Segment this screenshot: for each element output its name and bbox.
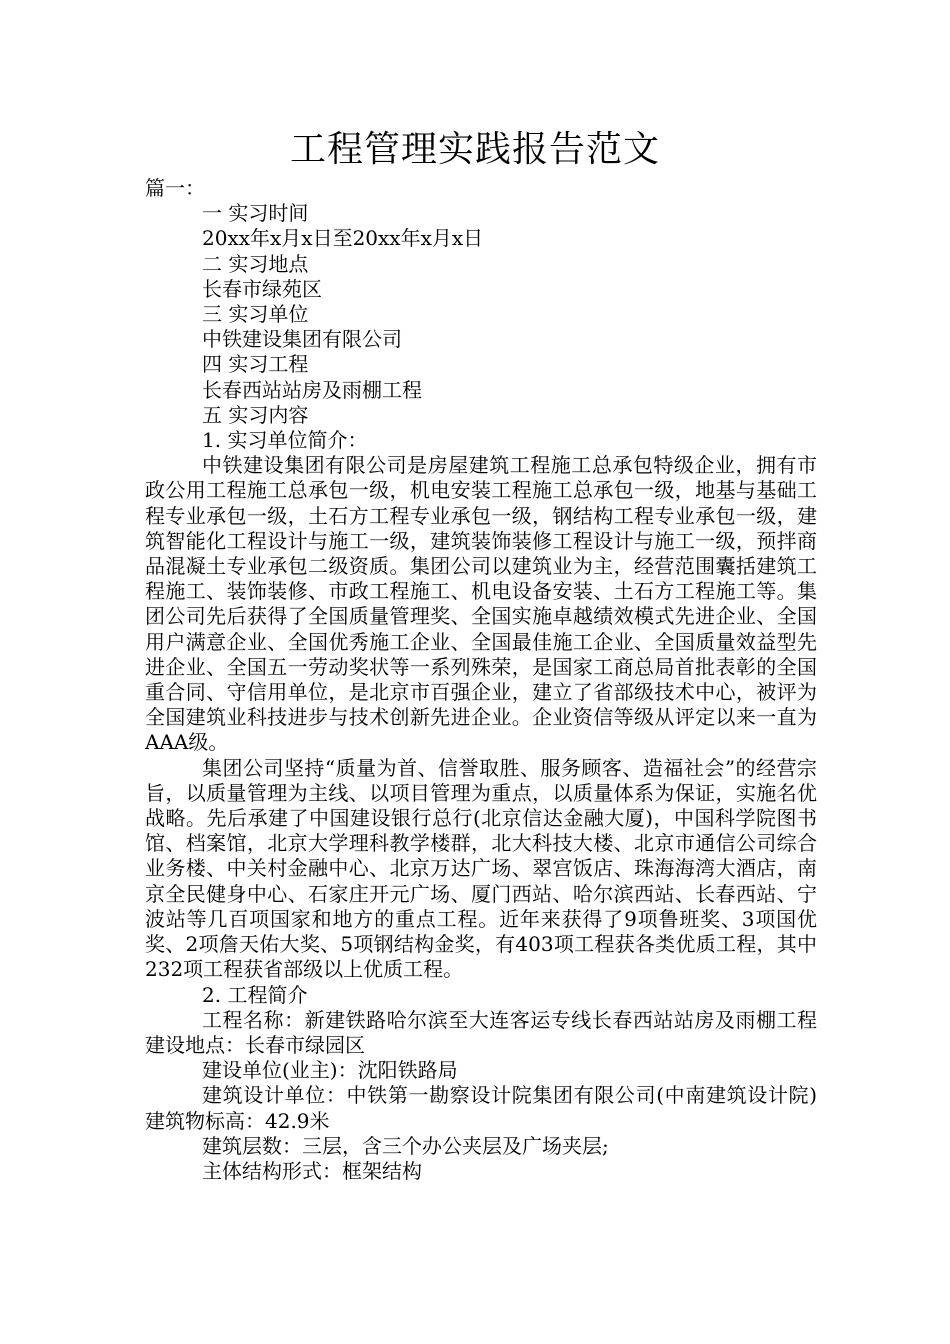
document-title: 工程管理实践报告范文: [289, 129, 660, 170]
paragraph-company-intro: 中铁建设集团有限公司是房屋建筑工程施工总承包特级企业，拥有市政公用工程施工总承包一级，机电安装工程施工总承包一级，地基与基础工程专业承包一级，土石方工程专业承包一级，钢结构工程专业承包一级，建筑智能化工程设计与施工一级，建筑装饰装修工程设计与施工一级，预拌商品混凝土专业承包二级资质。集团公司以建筑业为主，经营范围囊括建筑工程施工、装饰装修、市政工程施工、机电设备安装、土石方工程施工等。集团公司先后获得了全国质量管理奖、全国实施卓越绩效模式先进企业、全国用户满意企业、全国优秀施工企业、全国最佳施工企业、全国质量效益型先进企业、全国五一劳动奖状等一系列殊荣，是国家工商总局首批表彰的全国重合同、守信用单位，是北京市百强企业，建立了省部级技术中心，被评为全国建筑业科技进步与技术创新先进企业。企业资信等级从评定以来一直为AAA级。: [145, 453, 817, 755]
heading-internship-project: 四 实习工程: [202, 352, 309, 377]
internship-time-value: 20xx年x月x日至20xx年x月x日: [202, 226, 484, 251]
section-label: 篇一：: [145, 176, 205, 200]
internship-project-value: 长春西站站房及雨棚工程: [202, 377, 422, 402]
heading-internship-unit: 三 实习单位: [202, 302, 309, 327]
paragraph-design-unit: 建筑设计单位：中铁第一勘察设计院集团有限公司(中南建筑设计院) 建筑物标高：42.9米: [145, 1083, 817, 1133]
line-building-floors: 建筑层数：三层，含三个办公夹层及广场夹层;: [202, 1133, 609, 1158]
paragraph-company-projects: 集团公司坚持“质量为首、信誉取胜、服务顾客、造福社会”的经营宗旨，以质量管理为主线、以项目管理为重点，以质量体系为保证，实施名优战略。先后承建了中国建设银行总行(北京信达金融大厦)，中国科学院图书馆、档案馆，北京大学理科教学楼群，北大科技大楼、北京市通信公司综合业务楼、中关村金融中心、北京万达广场、翠宫饭店、珠海海湾大酒店，南京全民健身中心、石家庄开元广场、厦门西站、哈尔滨西站、长春西站、宁波站等几百项国家和地方的重点工程。近年来获得了9项鲁班奖、3项国优奖、2项詹天佑大奖、5项钢结构金奖，有403项工程获各类优质工程，其中232项工程获省部级以上优质工程。: [145, 755, 817, 982]
subheading-unit-intro: 1. 实习单位简介：: [202, 428, 368, 453]
internship-location-value: 长春市绿苑区: [202, 276, 322, 301]
heading-internship-location: 二 实习地点: [202, 251, 309, 276]
subheading-project-intro: 2. 工程简介: [202, 982, 308, 1007]
paragraph-project-name: 工程名称：新建铁路哈尔滨至大连客运专线长春西站站房及雨棚工程 建设地点：长春市绿园区: [145, 1007, 817, 1057]
line-structure-type: 主体结构形式：框架结构: [202, 1158, 422, 1183]
document-body: [145, 176, 817, 1184]
line-project-owner: 建设单位(业主)：沈阳铁路局: [202, 1058, 458, 1083]
heading-internship-content: 五 实习内容: [202, 402, 309, 427]
internship-unit-value: 中铁建设集团有限公司: [202, 327, 402, 352]
heading-internship-time: 一 实习时间: [202, 201, 309, 226]
